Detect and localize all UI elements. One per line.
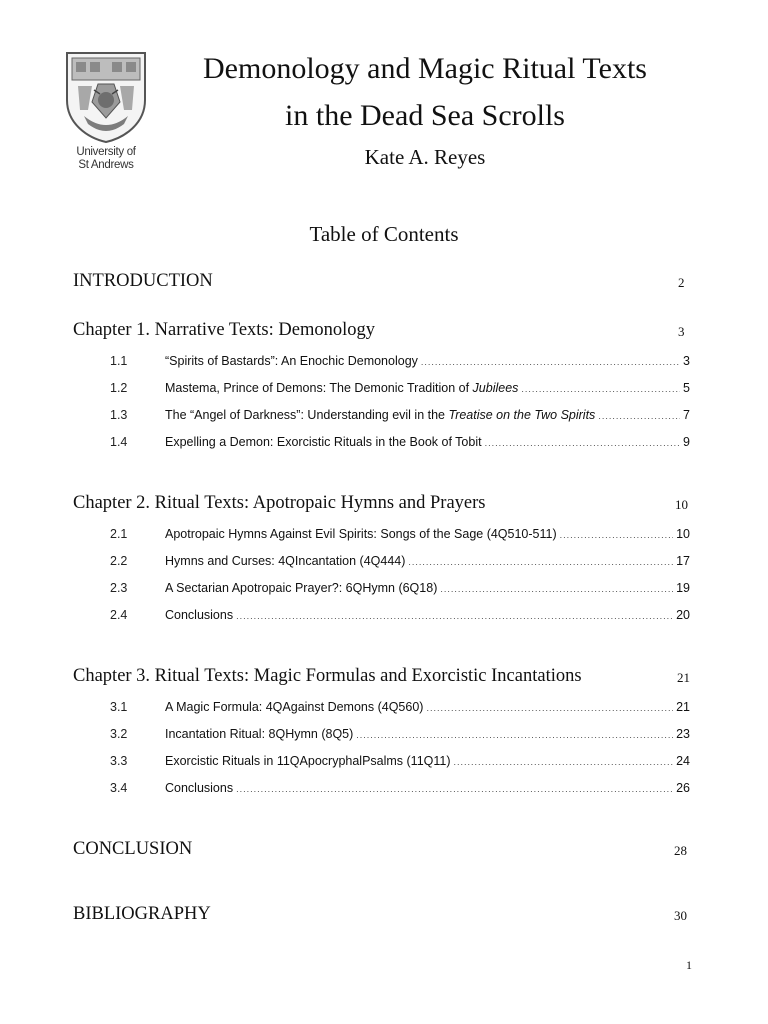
section-number: 3.3 [110, 754, 128, 768]
chapter-3-title: Chapter 3. Ritual Texts: Magic Formulas and Exorcistic Incantations [73, 666, 582, 686]
toc-introduction-page: 2 [678, 275, 685, 290]
footer-page-number: 1 [686, 958, 692, 972]
section-number: 1.2 [110, 381, 128, 395]
section-number: 2.1 [110, 527, 128, 541]
section-number: 3.4 [110, 781, 128, 795]
section-title: Expelling a Demon: Exorcistic Rituals in the Book of Tobit [165, 435, 482, 449]
chapter-1-page: 3 [678, 324, 685, 339]
section-page: 21 [676, 700, 690, 714]
section-page: 3 [683, 354, 690, 368]
toc-section-row [110, 525, 690, 543]
section-title: Conclusions [165, 608, 234, 622]
toc-section-row [110, 725, 690, 743]
section-page: 9 [683, 435, 690, 449]
section-page: 20 [676, 608, 690, 622]
section-title: Incantation Ritual: 8QHymn (8Q5) [165, 727, 354, 741]
toc-section-row [110, 406, 690, 424]
toc-section-row [110, 698, 690, 716]
dot-leader [426, 699, 673, 717]
university-name [64, 146, 148, 172]
toc-bibliography: BIBLIOGRAPHY [73, 904, 211, 924]
toc-conclusion: CONCLUSION [73, 839, 193, 859]
dot-leader [356, 726, 673, 744]
section-number: 1.1 [110, 354, 128, 368]
dot-leader [236, 780, 673, 798]
section-number: 1.4 [110, 435, 128, 449]
section-number: 1.3 [110, 408, 128, 422]
section-number: 2.2 [110, 554, 128, 568]
section-number: 3.1 [110, 700, 128, 714]
chapter-2-title: Chapter 2. Ritual Texts: Apotropaic Hymns and Prayers [73, 493, 486, 513]
dot-leader [236, 607, 673, 625]
toc-section-row [110, 379, 690, 397]
chapter-2-page: 10 [675, 497, 688, 512]
section-title: Hymns and Curses: 4QIncantation (4Q444) [165, 554, 406, 568]
section-page: 17 [676, 554, 690, 568]
section-page: 23 [676, 727, 690, 741]
dot-leader [408, 553, 673, 571]
section-title: Conclusions [165, 781, 234, 795]
section-number: 3.2 [110, 727, 128, 741]
university-name-line1: University of [76, 146, 136, 158]
section-number: 2.3 [110, 581, 128, 595]
document-title-line2: in the Dead Sea Scrolls [285, 99, 565, 132]
section-page: 19 [676, 581, 690, 595]
chapter-3-page: 21 [677, 670, 690, 685]
university-name-line2: St Andrews [78, 159, 134, 171]
toc-section-row [110, 606, 690, 624]
toc-section-row [110, 779, 690, 797]
section-page: 24 [676, 754, 690, 768]
section-title: A Magic Formula: 4QAgainst Demons (4Q560) [165, 700, 424, 714]
section-page: 26 [676, 781, 690, 795]
dot-leader [440, 580, 673, 598]
toc-section-row [110, 579, 690, 597]
toc-section-row [110, 752, 690, 770]
section-title: “Spirits of Bastards”: An Enochic Demonology [165, 354, 418, 368]
dot-leader [598, 407, 680, 425]
section-title: Mastema, Prince of Demons: The Demonic Tradition of Jubilees [165, 381, 519, 395]
dot-leader [521, 380, 680, 398]
dot-leader [421, 353, 680, 371]
dot-leader [560, 526, 673, 544]
toc-section-row [110, 552, 690, 570]
section-title: The “Angel of Darkness”: Understanding evil in the Treatise on the Two Spirits [165, 408, 596, 422]
toc-heading: Table of Contents [309, 222, 459, 246]
toc-introduction: INTRODUCTION [73, 271, 213, 291]
toc-section-row [110, 433, 690, 451]
section-page: 10 [676, 527, 690, 541]
toc-section-row [110, 352, 690, 370]
chapter-1-title: Chapter 1. Narrative Texts: Demonology [73, 320, 375, 340]
toc-bibliography-page: 30 [674, 908, 687, 923]
section-page: 7 [683, 408, 690, 422]
section-title: Exorcistic Rituals in 11QApocryphalPsalms (11Q11) [165, 754, 451, 768]
dot-leader [454, 753, 674, 771]
author-name: Kate A. Reyes [364, 145, 486, 169]
section-number: 2.4 [110, 608, 128, 622]
section-title: Apotropaic Hymns Against Evil Spirits: Songs of the Sage (4Q510-511) [165, 527, 557, 541]
document-title-line1: Demonology and Magic Ritual Texts [203, 52, 647, 85]
dot-leader [485, 434, 680, 452]
section-title: A Sectarian Apotropaic Prayer?: 6QHymn (6Q18) [165, 581, 438, 595]
section-page: 5 [683, 381, 690, 395]
toc-conclusion-page: 28 [674, 843, 687, 858]
